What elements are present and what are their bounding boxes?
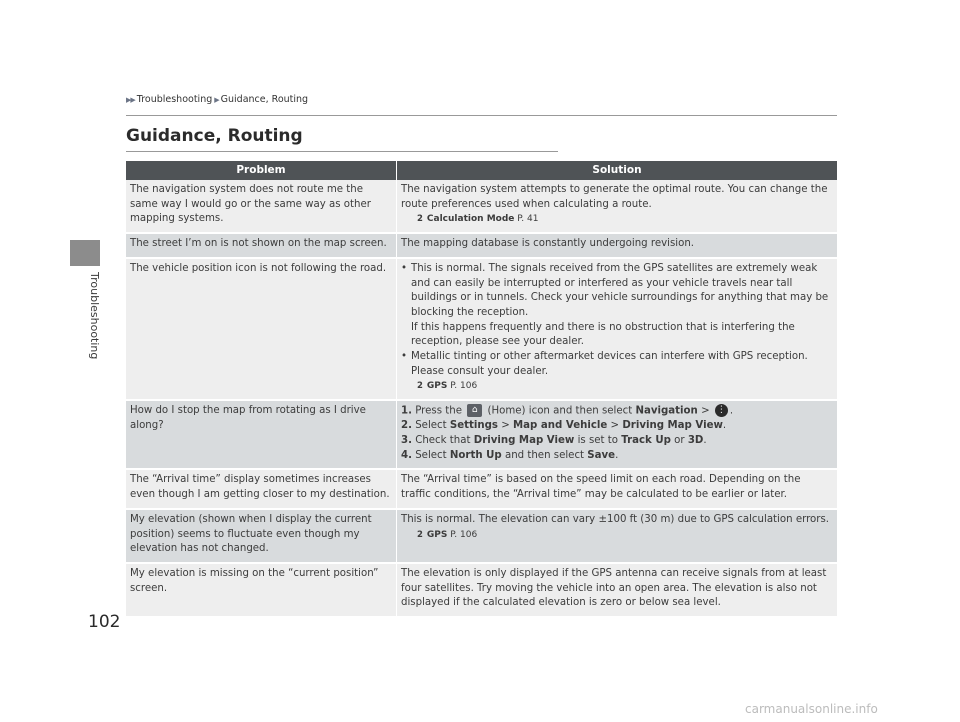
bullet-item: • This is normal. The signals received from the GPS satellites are extremely weak and can easily be interrupted or interfered as your vehicle travels near tall buildings or in tunnels. Check your vehicle surroundings for anything that may be blocking the reception. If this happens frequently and there is no obstruction that is interfering the reception, please see your dealer. [401,262,833,350]
solution-cell: The elevation is only displayed if the GPS antenna can receive signals from at least four satellites. Try moving the vehicle into an open area. The elevation is also not displayed if the calculated elevation is zero or below sea level. [397,564,837,618]
cross-reference-link[interactable]: 2 GPS P. 106 [417,381,478,392]
side-section-label: Troubleshooting [88,272,101,360]
title-rule [126,151,558,152]
solution-cell: The mapping database is constantly undergoing revision. [397,234,837,259]
problem-cell: My elevation is missing on the “current position” screen. [126,564,397,618]
table-row [126,401,837,470]
reference-arrow-icon: 2 [417,381,423,392]
solution-cell [397,401,837,470]
problem-cell: The navigation system does not route me the same way I would go or the same way as other mapping systems. [126,180,397,234]
solution-cell [397,510,837,564]
cross-reference-link[interactable]: 2 GPS P. 106 [417,529,478,540]
step-3: 3. Check that Driving Map View is set to Track Up or 3D. [401,435,707,447]
breadcrumb [126,94,308,105]
problem-cell: The vehicle position icon is not following the road. [126,259,397,401]
step-2: 2. Select Settings > Map and Vehicle > Driving Map View. [401,420,727,432]
table-row [126,564,837,618]
solution-text: The navigation system attempts to generate the optimal route. You can change the route preferences used when calculating a route. [401,184,828,210]
solution-cell [397,180,837,234]
table-row [126,259,837,401]
table-row [126,510,837,564]
table-row [126,470,837,509]
more-menu-icon: ⋮ [716,405,726,416]
reference-arrow-icon: 2 [417,529,423,540]
problem-cell: The street I’m on is not shown on the map screen. [126,234,397,259]
reference-arrow-icon: 2 [417,214,423,225]
page-title: Guidance, Routing [126,126,303,146]
problem-cell: The “Arrival time” display sometimes increases even though I am getting closer to my destination. [126,470,397,509]
table-header-row [126,161,837,180]
bullet-item: • Metallic tinting or other aftermarket devices can interfere with GPS reception. Please consult your dealer. [401,350,833,379]
table-row [126,234,837,259]
solution-cell: The “Arrival time” is based on the speed limit on each road. Depending on the traffic conditions, the “Arrival time” may be calculated to be earlier or later. [397,470,837,509]
breadcrumb-item-troubleshooting: Troubleshooting [136,94,213,105]
column-header-solution: Solution [397,161,837,180]
problem-cell: My elevation (shown when I display the current position) seems to fluctuate even though my elevation has not changed. [126,510,397,564]
table-row [126,180,837,234]
breadcrumb-arrow-icon: ▶▶ [126,95,135,104]
section-tab-marker [70,240,100,266]
troubleshooting-table [126,161,837,618]
step-1: 1. Press the ⌂ (Home) icon and then select Navigation > ⋮ . [401,405,734,417]
home-icon: ⌂ [467,404,482,417]
watermark: carmanualsonline.info [745,702,878,716]
problem-cell: How do I stop the map from rotating as I drive along? [126,401,397,470]
cross-reference-link[interactable]: 2 Calculation Mode P. 41 [417,214,539,225]
solution-cell [397,259,837,401]
solution-text: This is normal. The elevation can vary ±100 ft (30 m) due to GPS calculation errors. [401,513,830,525]
column-header-problem: Problem [126,161,397,180]
header-rule [126,115,837,116]
page-number: 102 [88,612,121,632]
step-4: 4. Select North Up and then select Save. [401,449,619,461]
breadcrumb-arrow-icon: ▶ [214,95,219,104]
breadcrumb-item-guidance: Guidance, Routing [220,94,309,105]
